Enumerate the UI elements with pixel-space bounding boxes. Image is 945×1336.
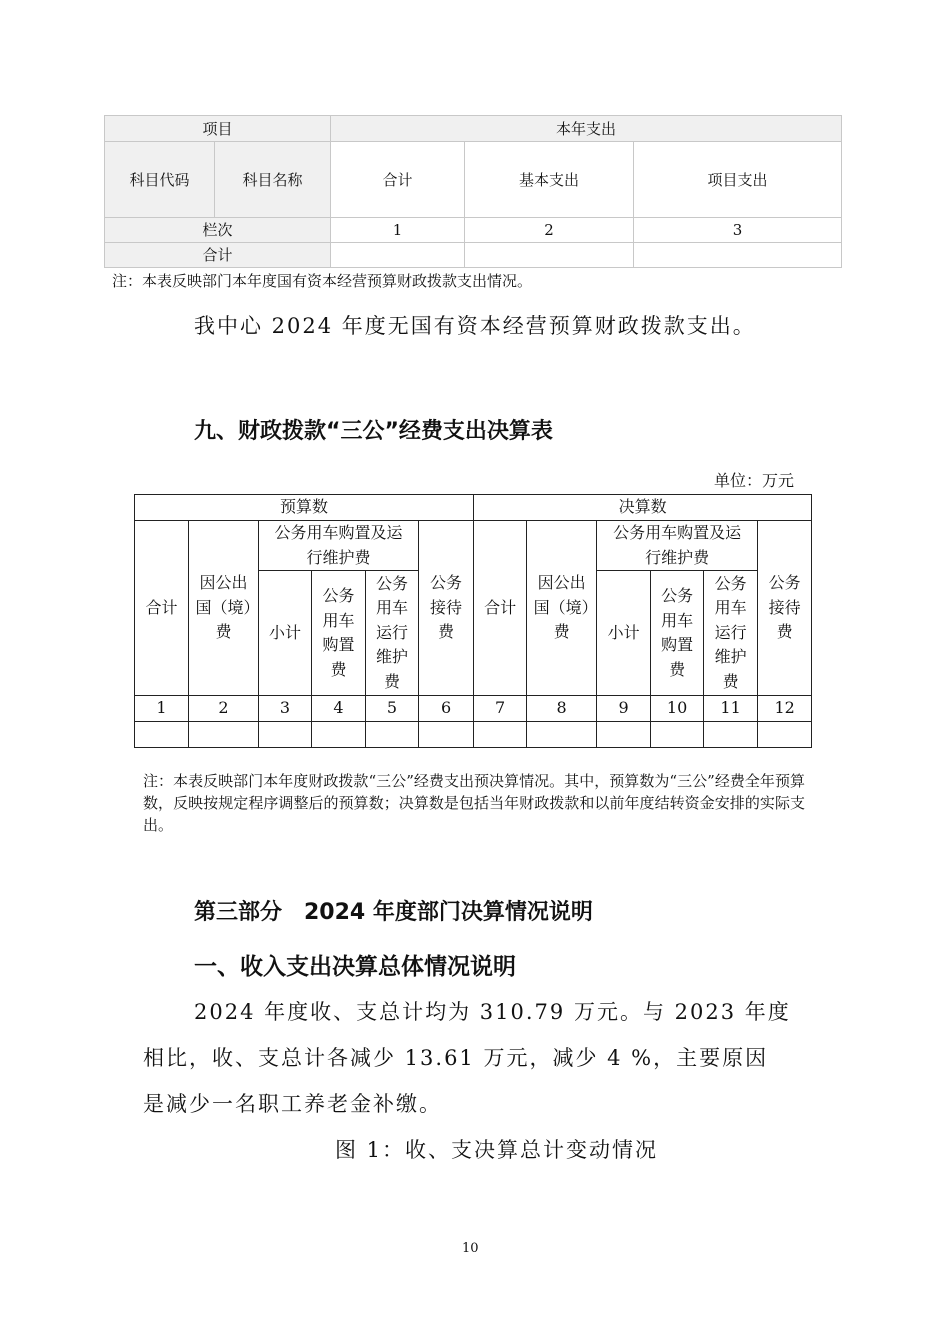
column-number: 5 <box>366 696 419 722</box>
section1-heading: 一、收入支出决算总体情况说明 <box>194 954 516 980</box>
header-vehicle-purchase: 公务用车购置费 <box>651 571 704 696</box>
data-cell <box>597 722 651 748</box>
table2-note: 注：本表反映部门本年度财政拨款“三公”经费支出预决算情况。其中，预算数为“三公”经费全年预算数，反映按规定程序调整后的预算数；决算数是包括当年财政拨款和以前年度结转资金安排的实际支出。 <box>143 772 805 834</box>
header-vehicle-purchase: 公务用车购置费 <box>312 571 366 696</box>
data-cell <box>474 722 527 748</box>
header-basic-expense: 基本支出 <box>465 142 634 218</box>
header-vehicle-group: 公务用车购置及运行维护费 <box>259 521 419 571</box>
data-cell <box>758 722 812 748</box>
column-number: 3 <box>259 696 312 722</box>
page-number: 10 <box>462 1241 479 1256</box>
header-subtotal: 小计 <box>597 571 651 696</box>
paragraph-line-1: 2024 年度收、支总计均为 310.79 万元。与 2023 年度 <box>194 1000 791 1024</box>
total-cell <box>465 243 634 268</box>
header-abroad-expense: 因公出国（境）费 <box>527 521 597 696</box>
paragraph-line-3: 是减少一名职工养老金补缴。 <box>143 1092 442 1116</box>
header-project-expense: 项目支出 <box>634 142 842 218</box>
header-vehicle-operation: 公务用车运行维护费 <box>704 571 758 696</box>
header-reception: 公务接待费 <box>419 521 474 696</box>
three-public-expense-table <box>134 494 812 748</box>
column-number: 2 <box>189 696 259 722</box>
column-number-1: 1 <box>331 218 465 243</box>
data-cell <box>135 722 189 748</box>
total-cell <box>634 243 842 268</box>
header-total: 合计 <box>474 521 527 696</box>
column-number: 4 <box>312 696 366 722</box>
column-number-2: 2 <box>465 218 634 243</box>
header-current-year-expense: 本年支出 <box>331 116 842 142</box>
header-final-account: 决算数 <box>474 495 812 521</box>
header-budget: 预算数 <box>135 495 474 521</box>
data-cell <box>259 722 312 748</box>
row-column-label: 栏次 <box>105 218 331 243</box>
header-vehicle-operation: 公务用车运行维护费 <box>366 571 419 696</box>
column-number-3: 3 <box>634 218 842 243</box>
header-subject-code: 科目代码 <box>105 142 215 218</box>
data-cell <box>419 722 474 748</box>
total-cell <box>331 243 465 268</box>
header-subject-name: 科目名称 <box>215 142 331 218</box>
unit-label: 单位：万元 <box>714 471 795 490</box>
header-subtotal: 小计 <box>259 571 312 696</box>
header-item: 项目 <box>105 116 331 142</box>
column-number: 9 <box>597 696 651 722</box>
column-number: 11 <box>704 696 758 722</box>
table1-note: 注：本表反映部门本年度国有资本经营预算财政拨款支出情况。 <box>112 272 533 290</box>
part3-heading: 第三部分 2024 年度部门决算情况说明 <box>194 900 593 925</box>
header-abroad-expense: 因公出国（境）费 <box>189 521 259 696</box>
row-total-label: 合计 <box>105 243 331 268</box>
data-cell <box>527 722 597 748</box>
column-number: 8 <box>527 696 597 722</box>
data-cell <box>189 722 259 748</box>
column-number: 6 <box>419 696 474 722</box>
paragraph-line-2: 相比，收、支总计各减少 13.61 万元，减少 4 %，主要原因 <box>143 1046 769 1070</box>
data-cell <box>704 722 758 748</box>
column-number: 10 <box>651 696 704 722</box>
data-cell <box>312 722 366 748</box>
column-number: 12 <box>758 696 812 722</box>
statement-no-state-capital-expense: 我中心 2024 年度无国有资本经营预算财政拨款支出。 <box>194 314 756 338</box>
header-reception: 公务接待费 <box>758 521 812 696</box>
figure-caption: 图 1：收、支决算总计变动情况 <box>335 1138 659 1162</box>
data-cell <box>651 722 704 748</box>
section9-heading: 九、财政拨款“三公”经费支出决算表 <box>194 419 553 444</box>
header-vehicle-group: 公务用车购置及运行维护费 <box>597 521 758 571</box>
data-cell <box>366 722 419 748</box>
state-capital-expense-table <box>104 115 842 268</box>
column-number: 7 <box>474 696 527 722</box>
header-total: 合计 <box>331 142 465 218</box>
header-total: 合计 <box>135 521 189 696</box>
column-number: 1 <box>135 696 189 722</box>
